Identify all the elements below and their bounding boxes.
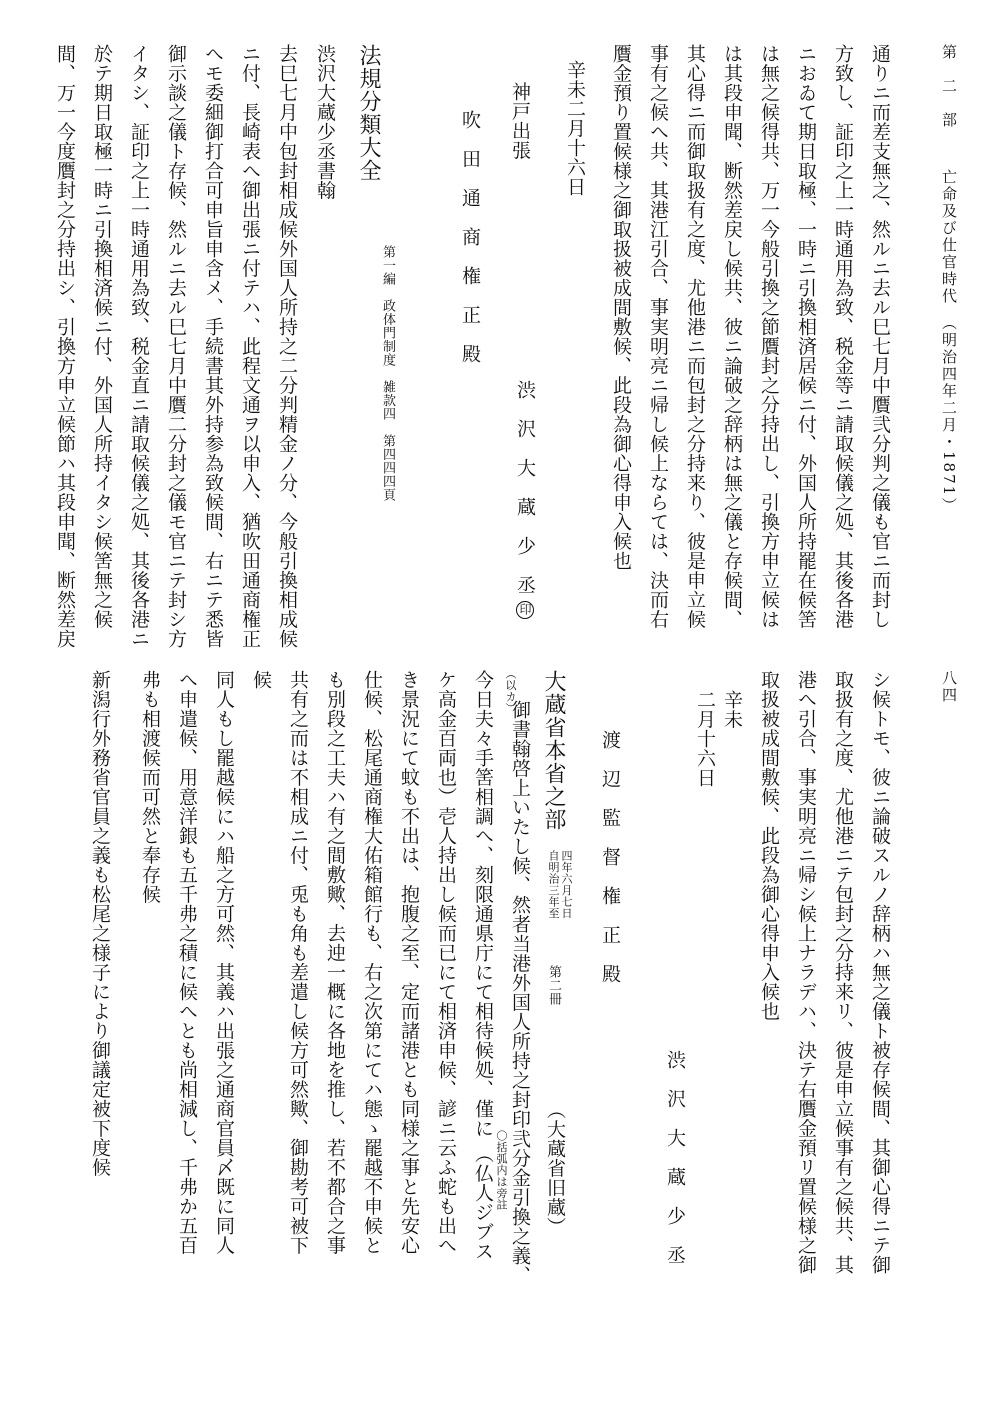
body-column: ニ付、長崎表へ御出張ニ付テハ、此程文通ヲ以申入、猶吹田通商権正 [239, 44, 261, 649]
seal-mark: 印 [516, 601, 534, 619]
letter-paren: （仏人ジブス [472, 1144, 494, 1261]
header-chapter: 亡命及び仕官時代 [940, 169, 958, 305]
source-title: 大蔵省本省之部 [541, 670, 566, 831]
letter-column: 仕候、松尾通商権大佑箱館行も、右之次第にてハ態ゝ罷越不申候と [361, 670, 383, 1255]
body-column: 御示談之儀ト存候、然ルニ去ル巳七月中贋二分封之儀モ官ニテ封シ方 [165, 44, 187, 649]
body-column: 於テ期日取極一時ニ引換相済候ニ付、外国人所持イタシ候筈無之候 [91, 44, 113, 629]
text-column: 事有之候へ共、其港江引合、事実明亮ニ帰し候上ならては、決而右 [647, 44, 669, 629]
letter-signature: 渋 沢 大 蔵 少 丞 [664, 1050, 686, 1265]
text-column: シ候トモ、彼ニ論破スルノ辞柄ハ無之儀ト被存候間、其御心得ニテ御 [869, 670, 891, 1275]
text-column: は其段申聞、断然差戻し候共、彼ニ論破之辞柄は無之儀と存候間、 [721, 44, 743, 629]
source-title: 法規分類大全 [356, 44, 381, 182]
letter-text: 今日夫々手筈相調へ、刻限通県庁にて相待候処、僅に [472, 670, 494, 1138]
letter-column: 候 [250, 670, 272, 690]
letter-date-era: 辛未 [721, 690, 743, 729]
recipient-name: 吹 田 通 商 権 正 殿 [459, 110, 481, 364]
letter-column: ケ高金百両也）壱人持出し候而已にて相済申候、諺ニ云ふ蛇も出へ [435, 670, 457, 1255]
letter-column [473, 670, 492, 1261]
source-range-end: 四年六月七日 [560, 850, 573, 919]
running-header [941, 44, 956, 514]
header-date: （明治四年二月・1871） [940, 315, 958, 515]
text-column: は無之候得共、万一今般引換之節贋封之分持出し、引換方申立候は [758, 44, 780, 629]
letter-column: 弗も相渡候而可然と奉存候 [139, 670, 161, 904]
letter-column: 新潟行外務省官員之義も松尾之様子により御議定被下度候 [89, 670, 111, 1177]
letter-column: 共有之而は不相成ニ付、兎も角も差遣し候方可然歟、御勘考可被下 [287, 670, 309, 1255]
body-column: 去巳七月中包封相成候外国人所持之二分判精金ノ分、今般引換相成候 [276, 44, 298, 649]
header-part: 第 二 部 [940, 44, 958, 129]
source-range [546, 850, 559, 919]
text-column: 通りニ而差支無之、然ルニ去ル巳七月中贋弐分判之儀も官ニ而封し [869, 44, 891, 629]
source-archive: （大蔵省旧蔵） [544, 1100, 566, 1237]
source-reference: 第一編 政体門制度 雑款四 第四四四頁 [380, 245, 395, 502]
body-column: 間、万一今度贋封之分持出シ、引換方申立候節ハ其段申聞、断然差戻 [54, 44, 76, 649]
text-column: 取扱被成間敷候、此段為御心得申入候也 [758, 670, 780, 1021]
text-column: 港へ引合、事実明亮ニ帰シ候上ナラデハ、決テ右贋金預リ置候様之御 [795, 670, 817, 1275]
letter-column: 同人もし罷越候にハ船之方可然、其義ハ出張之通商官員〆既に同人 [213, 670, 235, 1255]
signature-text: 渋 沢 大 蔵 少 丞 [514, 380, 536, 595]
text-column: 贋金預り置候様之御取扱被成間敷候、此段為御心得申入候也 [610, 44, 632, 571]
text-column: 其心得ニ而御取扱有之度、尤他港ニ而包封之分持来り、彼是申立候 [684, 44, 706, 629]
letter-column: も別段之工夫ハ有之間敷歟、去迚一概に各地を推し、若不都合之事 [324, 670, 346, 1255]
letter-column: き景況にて蚊も不出は、抱腹之至、定而諸港とも同様之事と先安心 [398, 670, 420, 1255]
source-range-start: 自明治三年至 [547, 850, 560, 919]
letter-date-day: 二月十六日 [694, 690, 716, 788]
letter-signature [515, 380, 534, 619]
source-volume: 第二冊 [546, 965, 561, 1006]
letter-column: へ申遣候、用意洋銀も五千弗之積に候へとも尚相減し、千弗か五百 [176, 670, 198, 1255]
letter-column: 御書翰啓上いたし候、然者当港外国人所持之封印弐分金引換之義、 [509, 700, 531, 1285]
text-column: 取扱有之度、尤他港ニテ包封之分持来リ、彼是申立候事有之候共、其 [832, 670, 854, 1275]
body-column: イタシ、証印之上一時通用為致、税金直ニ請取候儀之処、其後各港ニ [128, 44, 150, 649]
recipient-location: 神戸出張 [509, 82, 531, 160]
recipient-name: 渡 辺 監 督 権 正 殿 [599, 730, 621, 984]
text-column: 方致し、証印之上一時通用為致、税金等ニ請取候儀之処、其後各港 [832, 44, 854, 629]
page-number: 八四 [940, 670, 958, 704]
letter-date: 辛未二月十六日 [564, 60, 586, 197]
text-column: ニおゐて期日取極、一時ニ引換相済居候ニ付、外国人所持罷在候筈 [795, 44, 817, 629]
letter-title: 渋沢大蔵少丞書翰 [314, 44, 336, 200]
annotation-note: （以カ） [504, 668, 517, 714]
body-column: へモ委細御打合可申旨申含メ、手続書其外持参為致候間、右ニテ悉皆 [202, 44, 224, 649]
annotation-note: 〇括弧内は旁註 [495, 1130, 508, 1211]
